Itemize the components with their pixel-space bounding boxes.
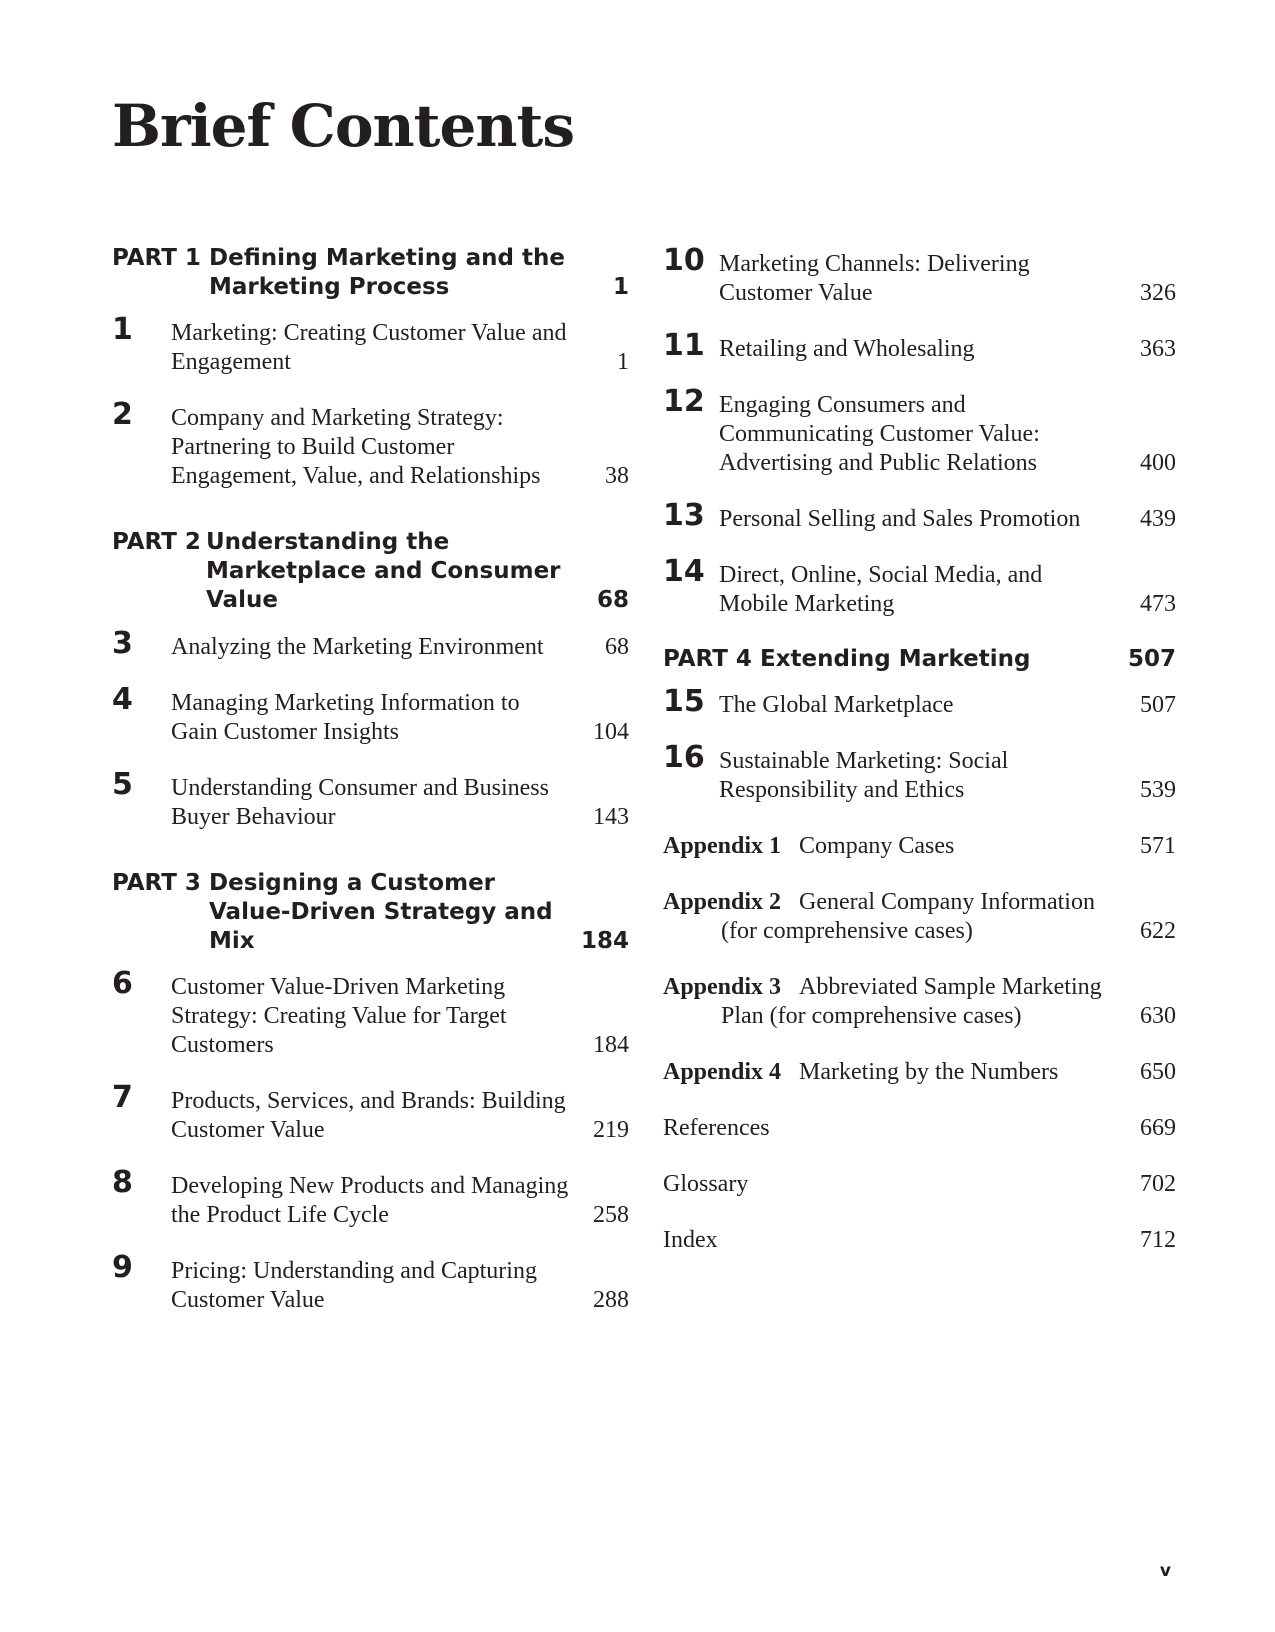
appendix-title: Abbreviated Sample Marketing Plan (for comprehensive cases): [721, 974, 1102, 1029]
appendix-title: General Company Information (for comprehensive cases): [721, 889, 1095, 944]
page-number: 143: [593, 804, 629, 830]
entry-title: Glossary: [663, 1171, 749, 1197]
page-number: 712: [1140, 1227, 1176, 1253]
appendix-label: Appendix 3: [663, 974, 782, 1000]
page-number: 702: [1140, 1171, 1176, 1197]
page-number: 650: [1140, 1059, 1176, 1085]
page-number: 669: [1140, 1115, 1176, 1141]
appendix-title: Company Cases: [799, 833, 955, 859]
part-label: PART 2: [112, 529, 201, 555]
chapter-title: Company and Marketing Strategy: Partnering to Build Customer Engagement, Value, and Relationships: [171, 405, 541, 489]
chapter-title: Personal Selling and Sales Promotion: [719, 506, 1081, 532]
page-number: 184: [593, 1032, 629, 1058]
chapter-title: The Global Marketplace: [719, 692, 954, 718]
chapter-title: Pricing: Understanding and Capturing Customer Value: [171, 1258, 537, 1313]
part-3-entry[interactable]: [112, 869, 629, 956]
part-2-entry[interactable]: [112, 528, 629, 615]
chapter-number: 10: [663, 243, 705, 278]
page-number: 507: [1140, 692, 1176, 718]
page-folio: v: [1159, 1561, 1171, 1581]
page-number: 38: [605, 463, 629, 489]
chapter-number: 6: [112, 966, 133, 1001]
appendix-2-entry[interactable]: [663, 888, 1176, 946]
appendix-text: [663, 832, 1176, 861]
part-title: Understanding the Marketplace and Consumer Value: [206, 529, 561, 613]
glossary-entry[interactable]: [663, 1170, 1176, 1199]
chapter-15-entry[interactable]: [663, 684, 1176, 720]
chapter-number: 3: [112, 626, 133, 661]
chapter-title: Engaging Consumers and Communicating Customer Value: Advertising and Public Relations: [719, 392, 1040, 476]
part-label: PART 3: [112, 870, 201, 896]
chapter-title: Customer Value-Driven Marketing Strategy: Creating Value for Target Customers: [171, 974, 507, 1058]
part-title: Extending Marketing: [760, 646, 1031, 672]
chapter-title: Direct, Online, Social Media, and Mobile Marketing: [719, 562, 1043, 617]
page-number: 507: [1127, 646, 1176, 672]
page-number: 68: [596, 587, 629, 613]
chapter-6-entry[interactable]: [112, 966, 629, 1060]
chapter-number: 5: [112, 767, 133, 802]
part-4-entry[interactable]: [663, 645, 1176, 674]
chapter-title: Analyzing the Marketing Environment: [171, 634, 544, 660]
page-number: 473: [1140, 591, 1176, 617]
appendix-label: Appendix 2: [663, 889, 782, 915]
chapter-title: Understanding Consumer and Business Buyer Behaviour: [171, 775, 549, 830]
chapter-11-entry[interactable]: [663, 328, 1176, 364]
chapter-9-entry[interactable]: [112, 1250, 629, 1315]
chapter-number: 2: [112, 397, 133, 432]
page-number: 400: [1140, 450, 1176, 476]
chapter-number: 15: [663, 684, 705, 719]
page-number: 104: [593, 719, 629, 745]
entry-title: Index: [663, 1227, 718, 1253]
appendix-text: [663, 1058, 1176, 1087]
chapter-number: 9: [112, 1250, 133, 1285]
part-title: Defining Marketing and the Marketing Process: [209, 245, 565, 300]
page-number: 219: [593, 1117, 629, 1143]
toc-column-right: [663, 244, 1176, 1255]
chapter-number: 1: [112, 312, 133, 347]
appendix-text: [663, 973, 1176, 1031]
part-title: Designing a Customer Value-Driven Strategy and Mix: [209, 870, 553, 954]
chapter-8-entry[interactable]: [112, 1165, 629, 1230]
page-number: 288: [593, 1287, 629, 1313]
chapter-7-entry[interactable]: [112, 1080, 629, 1145]
chapter-number: 11: [663, 328, 705, 363]
chapter-title: Developing New Products and Managing the Product Life Cycle: [171, 1173, 569, 1228]
appendix-3-entry[interactable]: [663, 973, 1176, 1031]
chapter-title: Retailing and Wholesaling: [719, 336, 975, 362]
page-number: 363: [1140, 336, 1176, 362]
chapter-number: 8: [112, 1165, 133, 1200]
chapter-title: Products, Services, and Brands: Building Customer Value: [171, 1088, 566, 1143]
references-entry[interactable]: [663, 1114, 1176, 1143]
index-entry[interactable]: [663, 1226, 1176, 1255]
chapter-12-entry[interactable]: [663, 384, 1176, 478]
entry-title: References: [663, 1115, 770, 1141]
page-number: 68: [605, 634, 629, 660]
chapter-14-entry[interactable]: [663, 554, 1176, 619]
appendix-1-entry[interactable]: [663, 832, 1176, 861]
page-number: 622: [1140, 918, 1176, 944]
page-number: 326: [1140, 280, 1176, 306]
chapter-title: Managing Marketing Information to Gain Customer Insights: [171, 690, 520, 745]
chapter-10-entry[interactable]: [663, 243, 1176, 308]
part-label: PART 4: [663, 646, 752, 672]
page-number: 571: [1140, 833, 1176, 859]
page-number: 439: [1140, 506, 1176, 532]
page-number: 1: [617, 349, 629, 375]
chapter-title: Sustainable Marketing: Social Responsibility and Ethics: [719, 748, 1009, 803]
page-title: Brief Contents: [112, 92, 574, 160]
chapter-number: 12: [663, 384, 705, 419]
page-number: 258: [593, 1202, 629, 1228]
chapter-13-entry[interactable]: [663, 498, 1176, 534]
chapter-number: 16: [663, 740, 705, 775]
chapter-number: 4: [112, 682, 133, 717]
chapter-number: 7: [112, 1080, 133, 1115]
chapter-number: 13: [663, 498, 705, 533]
page-number: 1: [612, 274, 629, 300]
appendix-text: [663, 888, 1176, 946]
chapter-2-entry[interactable]: [112, 397, 629, 491]
chapter-1-entry[interactable]: [112, 312, 629, 377]
appendix-label: Appendix 4: [663, 1059, 782, 1085]
chapter-number: 14: [663, 554, 705, 589]
chapter-5-entry[interactable]: [112, 767, 629, 832]
chapter-4-entry[interactable]: [112, 682, 629, 747]
appendix-title: Marketing by the Numbers: [799, 1059, 1059, 1085]
chapter-title: Marketing Channels: Delivering Customer Value: [719, 251, 1030, 306]
part-1-entry[interactable]: [112, 244, 629, 302]
appendix-4-entry[interactable]: [663, 1058, 1176, 1087]
chapter-3-entry[interactable]: [112, 626, 629, 662]
toc-column-left: [112, 244, 629, 1315]
appendix-label: Appendix 1: [663, 833, 782, 859]
chapter-title: Marketing: Creating Customer Value and Engagement: [171, 320, 567, 375]
part-label: PART 1: [112, 245, 201, 271]
page-number: 184: [580, 928, 629, 954]
page-number: 539: [1140, 777, 1176, 803]
chapter-16-entry[interactable]: [663, 740, 1176, 805]
page-number: 630: [1140, 1003, 1176, 1029]
